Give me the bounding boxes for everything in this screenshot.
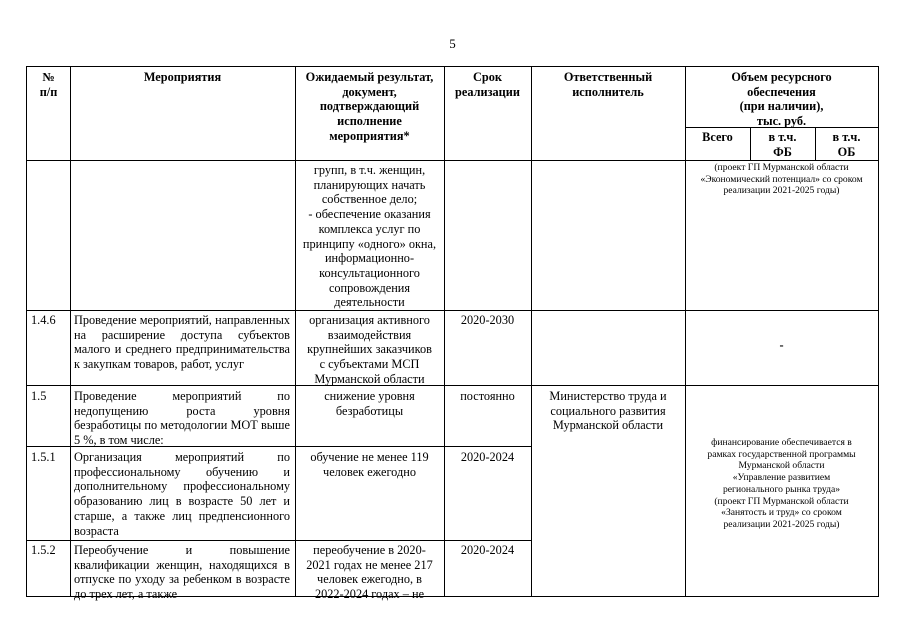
header-events: Мероприятия [143,70,222,84]
table-top-border [26,66,878,67]
col-border-left [26,66,27,597]
row-1-5-2-num: 1.5.2 [31,543,56,557]
row-1-5-2-term: 2020-2024 [460,543,515,557]
col-border-events [295,66,296,597]
row-1-5-result: снижение уровня безработицы [324,389,415,418]
col-border-term [531,66,532,597]
col-border-right [878,66,879,597]
row-1-4-6-event: Проведение мероприятий, направленных на расширение доступа субъектов малого и среднего предпринимательства к закупкам товаров, работ, услуг [74,313,290,372]
row-line-1-5 [26,385,878,386]
header-fb: в т.ч. ФБ [768,130,797,159]
header-term: Срок реализации [455,70,520,99]
row-line-1-5-2 [26,540,531,541]
row-1-5-1-term: 2020-2024 [460,450,515,464]
header-total: Всего [702,130,733,144]
col-border-executor [685,66,686,597]
row-1-5-1-num: 1.5.1 [31,450,56,464]
header-ob: в т.ч. ОБ [832,130,861,159]
group-1-5-executor: Министерство труда и социального развития Мурманской области [549,389,667,433]
group-1-5-funding: финансирование обеспечивается в рамках государственной программы Мурманской области «Управление развитием регионального рынка труда» (проект ГП Мурманской области «Занятость и труд» со сроком реализации 2021-2025 годы) [707,437,856,530]
col-border-result [444,66,445,597]
row-1-5-num: 1.5 [31,389,47,403]
row-1-5-term: постоянно [460,389,515,403]
page-number: 5 [449,36,456,51]
continuation-funding: (проект ГП Мурманской области «Экономический потенциал» со сроком реализации 2021-2025 годы) [700,162,863,197]
row-1-5-event: Проведение мероприятий по недопущению роста уровня безработицы по методологии МОТ выше 5 %, в том числе: [74,389,290,448]
header-executor: Ответственный исполнитель [563,70,653,99]
row-1-5-1-event: Организация мероприятий по профессиональному обучению и дополнительному профессиональному образованию лиц в возрасте 50 лет и старше, а также лиц предпенсионного возраста [74,450,290,538]
row-1-5-2-event: Переобучение и повышение квалификации женщин, находящихся в отпуске по уходу за ребенком в возрасте до трех лет, а также [74,543,290,602]
row-1-4-6-term: 2020-2030 [460,313,515,327]
continuation-result: групп, в т.ч. женщин, планирующих начать собственное дело; - обеспечение оказания комплекса услуг по принципу «одного» окна, информационно- консультационного сопровождения деятельности [302,163,437,310]
header-funding: Объем ресурсного обеспечения (при наличии), тыс. руб. [731,70,832,129]
row-1-5-1-result: обучение не менее 119 человек ежегодно [310,450,429,479]
row-1-4-6-result: организация активного взаимодействия крупнейших заказчиков с субъектами МСП Мурманской области [307,313,432,386]
row-1-5-2-result: переобучение в 2020- 2021 годах не менее 217 человек ежегодно, в 2022-2024 годах – не [306,543,433,602]
header-num: № п/п [39,70,58,99]
row-1-4-6-num: 1.4.6 [31,313,56,327]
col-border-num [70,66,71,597]
header-result: Ожидаемый результат, документ, подтверждающий исполнение мероприятия* [305,70,434,143]
row-line-1-4-6 [26,310,878,311]
row-1-4-6-funding: - [779,338,784,352]
